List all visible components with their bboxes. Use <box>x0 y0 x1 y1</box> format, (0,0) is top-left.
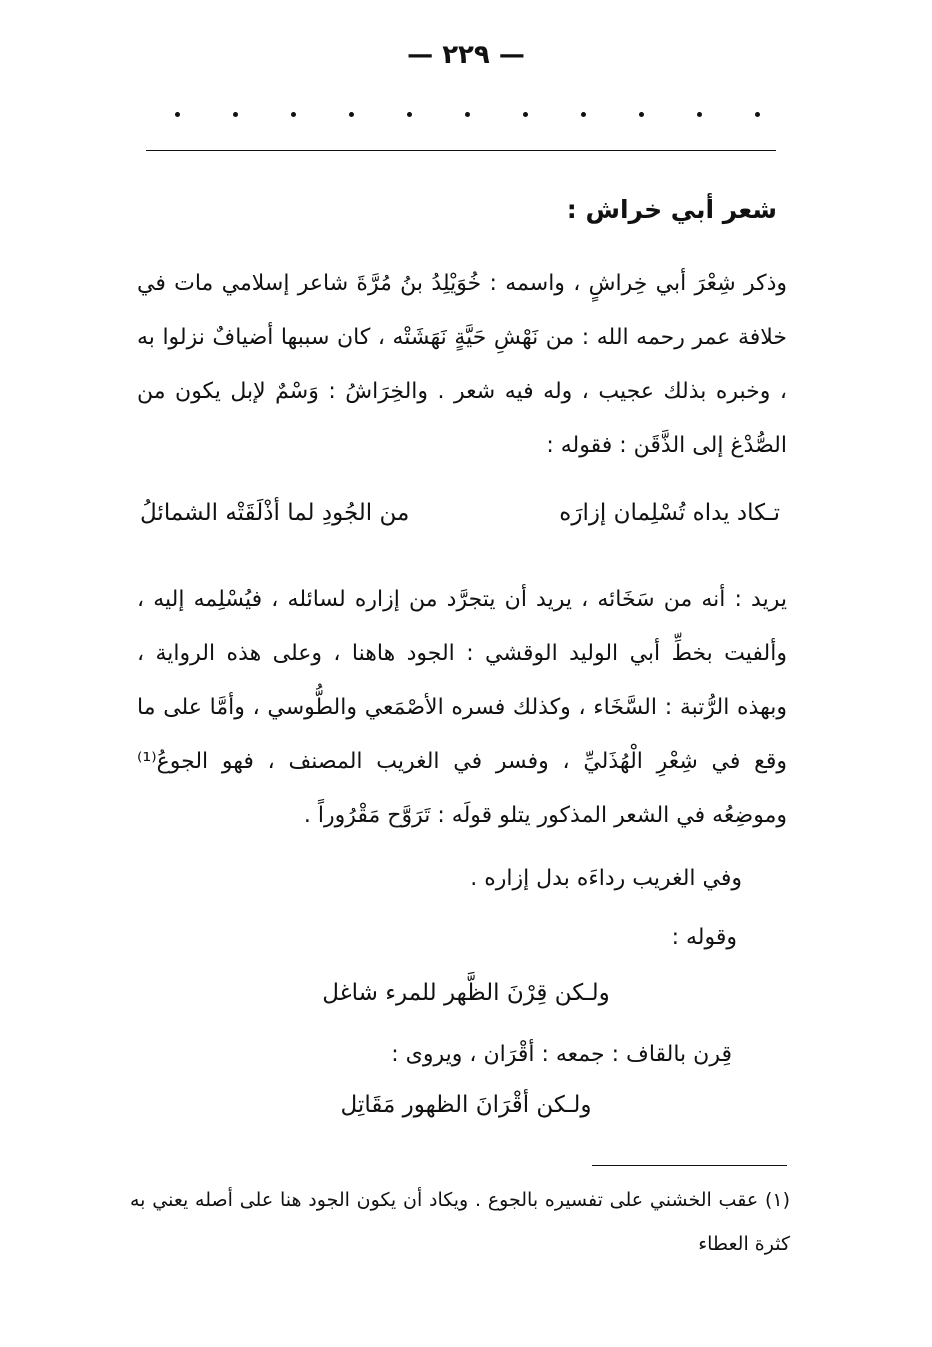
header-rule <box>146 150 776 151</box>
dot <box>523 112 528 117</box>
dot <box>407 112 412 117</box>
dot <box>465 112 470 117</box>
verse-line-3: ولـكن أقْرَانَ الظهور مَقَاتِل <box>340 1092 592 1118</box>
paragraph-intro: وذكر شِعْرَ أبي خِراشٍ ، واسمه : خُوَيْلِدُ بنُ مُرَّةَ شاعر إسلامي مات في خلافة عمر رحمه الله : من نَهْشِ حَيَّةٍ نَهَشَتْه ، كان سببها أضيافٌ نزلوا به ، وخبره بذلك عجيب ، وله فيه شعر . والخِرَاشُ : وَسْمٌ لإبل يكون من الصُّدْغ إلى الذَّقَن : فقوله : <box>137 271 787 458</box>
verse-first-hemistich: تـكاد يداه تُسْلِمان إزارَه <box>559 500 780 526</box>
line-gharib-variant: وفي الغريب رداءَه بدل إزاره . <box>470 866 742 891</box>
dot <box>349 112 354 117</box>
footnote: (١) عقب الخشني على تفسيره بالجوع . ويكاد أن يكون الجود هنا على أصله يعني به كثرة العطاء <box>130 1189 790 1255</box>
dot <box>639 112 644 117</box>
line-qawluh: وقوله : <box>671 925 737 950</box>
dot <box>291 112 296 117</box>
line-qarn-explanation: قِرن بالقاف : جمعه : أقْرَان ، ويروى : <box>391 1042 732 1067</box>
ornamental-dots <box>175 112 760 117</box>
paragraph-commentary: يريد : أنه من سَخَائه ، يريد أن يتجرَّد من إزاره لسائله ، فيُسْلِمه إليه ، وألفيت بخطِّ أبي الوليد الوقشي : الجود هاهنا ، وعلى هذه الرواية ، وبهذه الرُّتبة : السَّخَاء ، وكذلك فسره الأصْمَعي والطُّوسي ، وأمَّا على ما وقع في شِعْرِ الْهُذَليِّ ، وفسر في الغريب المصنف ، فهو الجوعُ⁽¹⁾ وموضِعُه في الشعر المذكور يتلو قولَه : تَرَوَّح مَقْرُوراً . <box>137 587 787 828</box>
section-heading: شعر أبي خراش : <box>566 195 777 224</box>
dot <box>581 112 586 117</box>
footnote-rule <box>592 1165 787 1166</box>
dot <box>755 112 760 117</box>
verse-line-2: ولـكن قِرْنَ الظَّهر للمرء شاغل <box>322 980 610 1006</box>
page-number: — ٢٢٩ — <box>407 40 525 70</box>
verse-line-1 <box>140 500 780 526</box>
dot <box>697 112 702 117</box>
dot <box>175 112 180 117</box>
verse-second-hemistich: من الجُودِ لما أذْلَقَتْه الشمائلُ <box>140 500 410 526</box>
dot <box>233 112 238 117</box>
